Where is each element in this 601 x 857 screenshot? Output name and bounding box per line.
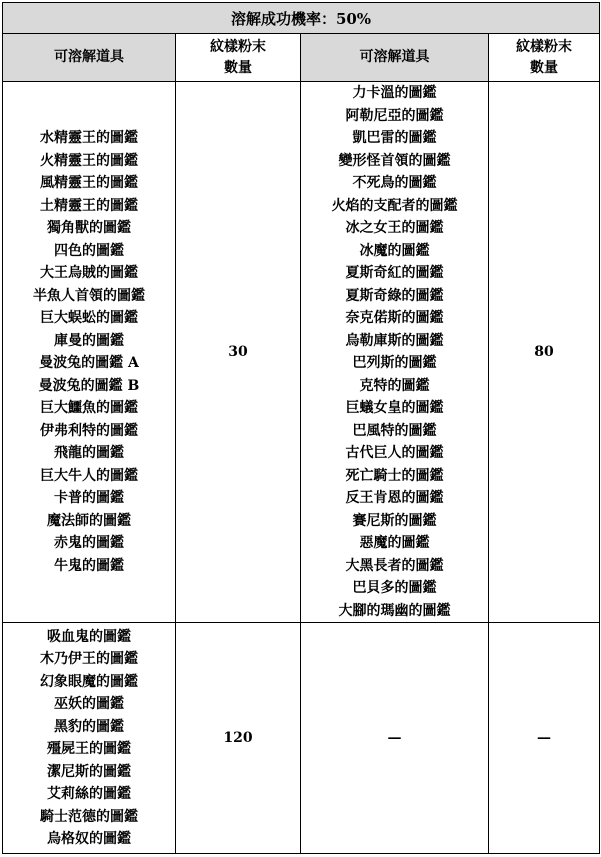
list-item: 冰魔的圖鑑 xyxy=(359,242,430,259)
list-item: 惡魔的圖鑑 xyxy=(359,535,430,551)
list-item: 火精靈王的圖鑑 xyxy=(40,152,138,169)
list-item: 殭屍王的圖鑑 xyxy=(47,741,131,757)
list-item: 死亡騎士的圖鑑 xyxy=(345,467,444,484)
list-item: 獨角獸的圖鑑 xyxy=(47,220,131,236)
row2-right-qty: — xyxy=(489,623,600,854)
list-item: 卡普的圖鑑 xyxy=(54,490,124,506)
header-qty-left-line1: 紋樣粉末 xyxy=(210,38,266,55)
list-item: 騎士范德的圖鑑 xyxy=(40,808,138,825)
list-item: 巨大鱷魚的圖鑑 xyxy=(40,400,138,416)
list-item: 賽尼斯的圖鑑 xyxy=(352,512,437,529)
list-item: 克特的圖鑑 xyxy=(359,377,430,394)
list-item: 變形怪首領的圖鑑 xyxy=(338,152,451,169)
list-item: 反王肯恩的圖鑑 xyxy=(345,490,444,506)
row2-right-item: — xyxy=(301,623,489,854)
list-item: 大黑長者的圖鑑 xyxy=(345,557,444,574)
list-item: 四色的圖鑑 xyxy=(54,242,124,259)
list-item: 巴列斯的圖鑑 xyxy=(352,355,437,371)
row1-left-qty: 30 xyxy=(176,82,301,623)
list-item: 巴貝多的圖鑑 xyxy=(352,580,437,596)
header-item-left: 可溶解道具 xyxy=(3,34,176,82)
header-item-right: 可溶解道具 xyxy=(301,34,489,82)
list-item: 烏格奴的圖鑑 xyxy=(47,831,131,847)
list-item: 潔尼斯的圖鑑 xyxy=(47,763,131,780)
list-item: 火焰的支配者的圖鑑 xyxy=(331,197,458,214)
list-item: 巫妖的圖鑑 xyxy=(54,696,124,712)
list-item: 夏斯奇紅的圖鑑 xyxy=(345,265,444,281)
list-item: 魔法師的圖鑑 xyxy=(47,512,131,529)
list-item: 奈克偌斯的圖鑑 xyxy=(345,310,444,326)
list-item: 巨大蜈蚣的圖鑑 xyxy=(40,310,138,326)
list-item: 庫曼的圖鑑 xyxy=(54,332,124,349)
list-item: 力卡溫的圖鑑 xyxy=(352,85,437,101)
list-item: 大腳的瑪幽的圖鑑 xyxy=(338,602,451,619)
list-item: 大王烏賊的圖鑑 xyxy=(40,265,138,281)
list-item: 凱巴雷的圖鑑 xyxy=(352,130,437,146)
list-item: 巨大牛人的圖鑑 xyxy=(40,467,138,484)
row1-right-items xyxy=(301,82,489,623)
row2-left-qty: 120 xyxy=(176,623,301,854)
list-item: 阿勒尼亞的圖鑑 xyxy=(345,107,444,124)
list-item: 水精靈王的圖鑑 xyxy=(40,130,138,146)
list-item: 夏斯奇綠的圖鑑 xyxy=(345,287,444,304)
list-item: 幻象眼魔的圖鑑 xyxy=(40,673,138,690)
dissolve-table xyxy=(2,2,600,854)
row1-left-items xyxy=(3,82,176,623)
list-item: 艾莉絲的圖鑑 xyxy=(47,786,131,802)
header-qty-left xyxy=(176,34,301,82)
header-qty-right-line2: 數量 xyxy=(530,59,558,76)
list-item: 風精靈王的圖鑑 xyxy=(40,175,138,191)
row2-left-items xyxy=(3,623,176,854)
list-item: 冰之女王的圖鑑 xyxy=(345,220,444,236)
list-item: 古代巨人的圖鑑 xyxy=(345,445,444,461)
list-item: 半魚人首領的圖鑑 xyxy=(33,287,145,304)
header-qty-right xyxy=(489,34,600,82)
list-item: 土精靈王的圖鑑 xyxy=(40,197,138,214)
list-item: 曼波兔的圖鑑 A xyxy=(39,355,139,371)
list-item: 巨蟻女皇的圖鑑 xyxy=(345,400,444,416)
list-item: 牛鬼的圖鑑 xyxy=(54,557,124,574)
row1-right-qty: 80 xyxy=(489,82,600,623)
list-item: 烏勒庫斯的圖鑑 xyxy=(345,332,444,349)
list-item: 伊弗利特的圖鑑 xyxy=(40,422,138,439)
list-item: 飛龍的圖鑑 xyxy=(54,445,124,461)
list-item: 吸血鬼的圖鑑 xyxy=(47,628,131,645)
list-item: 巴風特的圖鑑 xyxy=(352,422,437,439)
list-item: 不死鳥的圖鑑 xyxy=(352,175,437,191)
header-qty-right-line1: 紋樣粉末 xyxy=(516,38,572,55)
header-qty-left-line2: 數量 xyxy=(224,59,252,76)
list-item: 黑豹的圖鑑 xyxy=(54,718,124,735)
list-item: 赤鬼的圖鑑 xyxy=(54,535,124,551)
list-item: 木乃伊王的圖鑑 xyxy=(40,651,138,667)
list-item: 曼波兔的圖鑑 B xyxy=(38,377,140,394)
table-title: 溶解成功機率：50% xyxy=(3,3,600,34)
